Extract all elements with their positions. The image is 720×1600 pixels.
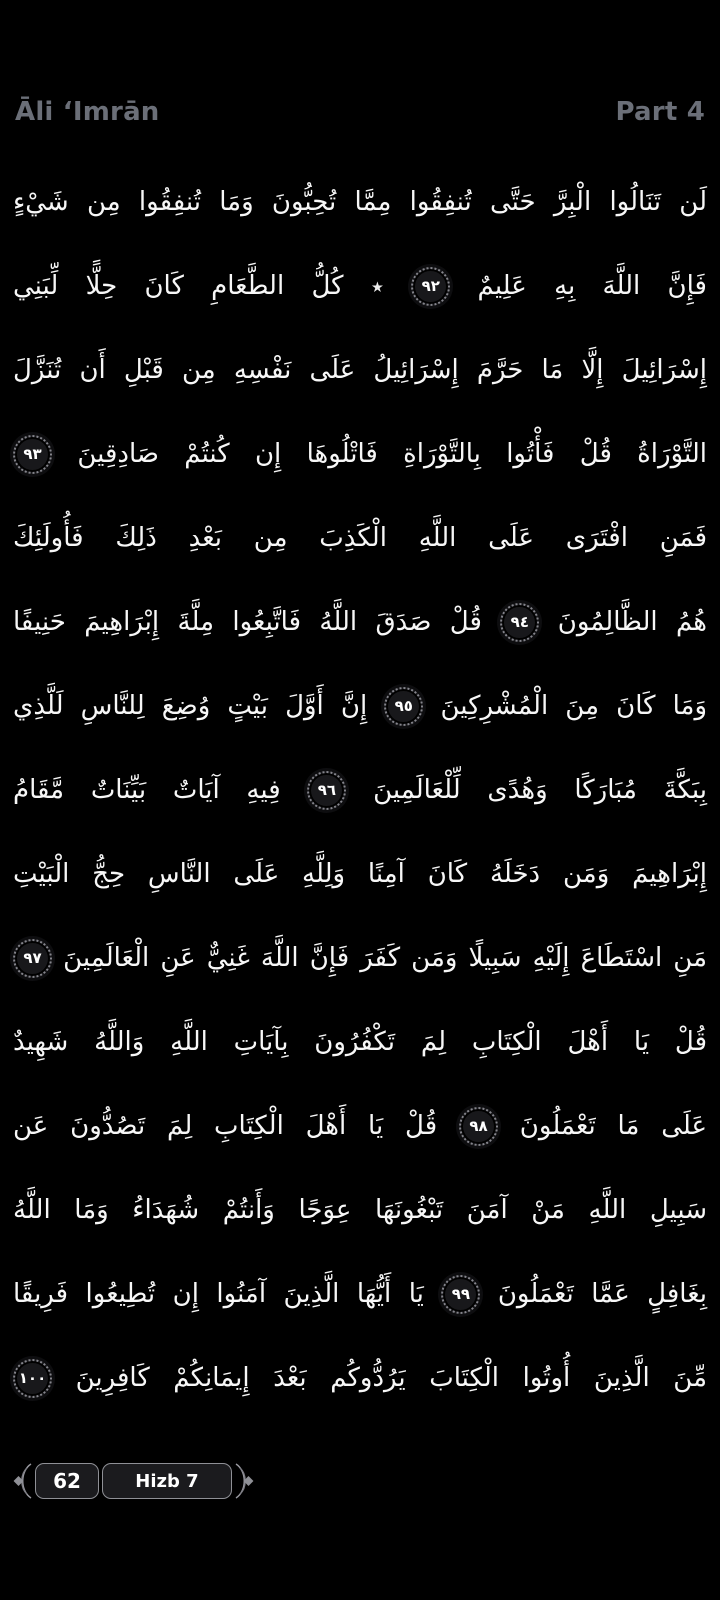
ayah-text: هُمُ الظَّالِمُونَ bbox=[557, 607, 708, 637]
ayah-text: مَنِ اسْتَطَاعَ إِلَيْهِ سَبِيلًا وَمَن كَفَرَ فَإِنَّ اللَّهَ غَنِيٌّ عَنِ الْعَالَمِينَ bbox=[63, 943, 708, 973]
quran-line[interactable] bbox=[13, 748, 707, 832]
quran-line[interactable] bbox=[13, 832, 707, 916]
quran-line[interactable] bbox=[13, 496, 707, 580]
quran-line[interactable] bbox=[13, 160, 707, 244]
left-bracket-ornament-icon bbox=[13, 1461, 33, 1501]
ayah-marker: ٩٣ bbox=[13, 435, 52, 474]
ayah-text: بِبَكَّةَ مُبَارَكًا وَهُدًى لِّلْعَالَمِينَ bbox=[373, 775, 707, 805]
ayah-text: قُلْ يَا أَهْلَ الْكِتَابِ لِمَ تَصُدُّونَ عَن bbox=[13, 1111, 438, 1141]
ayah-marker: ٩٦ bbox=[307, 771, 346, 810]
ayah-marker: ٩٩ bbox=[441, 1275, 480, 1314]
right-bracket-ornament-icon bbox=[234, 1461, 254, 1501]
quran-line[interactable] bbox=[13, 244, 707, 328]
ayah-text: لَن تَنَالُوا الْبِرَّ حَتَّى تُنفِقُوا مِمَّا تُحِبُّونَ وَمَا تُنفِقُوا مِن شَيْءٍ bbox=[13, 187, 707, 217]
page-lines bbox=[13, 160, 707, 1420]
ayah-marker: ٩٨ bbox=[459, 1107, 498, 1146]
ayah-text: كُلُّ الطَّعَامِ كَانَ حِلًّا لِّبَنِي bbox=[13, 271, 344, 301]
hizb-label: Hizb 7 bbox=[135, 1470, 199, 1492]
quran-line[interactable] bbox=[13, 1000, 707, 1084]
ayah-text: قُلْ يَا أَهْلَ الْكِتَابِ لِمَ تَكْفُرُونَ بِآيَاتِ اللَّهِ وَاللَّهُ شَهِيدٌ bbox=[13, 1027, 707, 1057]
page-header bbox=[15, 97, 705, 127]
surah-name-label: Āli ‘Imrān bbox=[15, 97, 160, 127]
ayah-text: فَإِنَّ اللَّهَ بِهِ عَلِيمٌ bbox=[477, 271, 707, 301]
ayah-marker: ٩٤ bbox=[500, 603, 539, 642]
hizb-badge[interactable] bbox=[102, 1463, 232, 1499]
ayah-text: فِيهِ آيَاتٌ بَيِّنَاتٌ مَّقَامُ bbox=[13, 775, 281, 805]
ayah-text: إِسْرَائِيلَ إِلَّا مَا حَرَّمَ إِسْرَائِيلُ عَلَى نَفْسِهِ مِن قَبْلِ أَن تُنَزَّلَ bbox=[13, 355, 707, 385]
ayah-text: عَلَى مَا تَعْمَلُونَ bbox=[519, 1111, 708, 1141]
ayah-marker: ٩٢ bbox=[411, 267, 450, 306]
quran-line[interactable] bbox=[13, 1252, 707, 1336]
ayah-marker: ٩٧ bbox=[13, 939, 52, 978]
ayah-text: بِغَافِلٍ عَمَّا تَعْمَلُونَ bbox=[497, 1279, 708, 1309]
ayah-text: يَا أَيُّهَا الَّذِينَ آمَنُوا إِن تُطِيعُوا فَرِيقًا bbox=[13, 1279, 424, 1309]
ayah-text: قُلْ صَدَقَ اللَّهُ فَاتَّبِعُوا مِلَّةَ إِبْرَاهِيمَ حَنِيفًا bbox=[13, 607, 482, 637]
quran-line[interactable] bbox=[13, 916, 707, 1000]
quran-line[interactable] bbox=[13, 580, 707, 664]
quran-line[interactable] bbox=[13, 1168, 707, 1252]
quran-line[interactable] bbox=[13, 1084, 707, 1168]
ayah-text: مِّنَ الَّذِينَ أُوتُوا الْكِتَابَ يَرُدُّوكُم بَعْدَ إِيمَانِكُمْ كَافِرِينَ bbox=[75, 1363, 707, 1393]
page-hizb-indicator[interactable] bbox=[13, 1461, 254, 1501]
ayah-text: فَمَنِ افْتَرَى عَلَى اللَّهِ الْكَذِبَ مِن بَعْدِ ذَلِكَ فَأُولَئِكَ bbox=[13, 523, 707, 553]
ayah-marker: ١٠٠ bbox=[13, 1359, 52, 1398]
ayah-text: إِنَّ أَوَّلَ بَيْتٍ وُضِعَ لِلنَّاسِ لَلَّذِي bbox=[13, 691, 368, 721]
ayah-text: سَبِيلِ اللَّهِ مَنْ آمَنَ تَبْغُونَهَا عِوَجًا وَأَنتُمْ شُهَدَاءُ وَمَا اللَّهُ bbox=[13, 1195, 707, 1225]
page-number-label: 62 bbox=[53, 1469, 81, 1493]
ayah-text: التَّوْرَاةُ قُلْ فَأْتُوا بِالتَّوْرَاةِ فَاتْلُوهَا إِن كُنتُمْ صَادِقِينَ bbox=[77, 439, 708, 469]
quran-line[interactable] bbox=[13, 664, 707, 748]
ayah-text: إِبْرَاهِيمَ وَمَن دَخَلَهُ كَانَ آمِنًا وَلِلَّهِ عَلَى النَّاسِ حِجُّ الْبَيْتِ bbox=[13, 859, 707, 889]
rub-el-hizb-icon: ٭ bbox=[370, 272, 384, 301]
quran-line[interactable] bbox=[13, 1336, 707, 1420]
part-label: Part 4 bbox=[615, 97, 705, 127]
ayah-marker: ٩٥ bbox=[384, 687, 423, 726]
page-number-badge[interactable] bbox=[35, 1463, 99, 1499]
quran-line[interactable] bbox=[13, 328, 707, 412]
quran-line[interactable] bbox=[13, 412, 707, 496]
ayah-text: وَمَا كَانَ مِنَ الْمُشْرِكِينَ bbox=[440, 691, 708, 721]
